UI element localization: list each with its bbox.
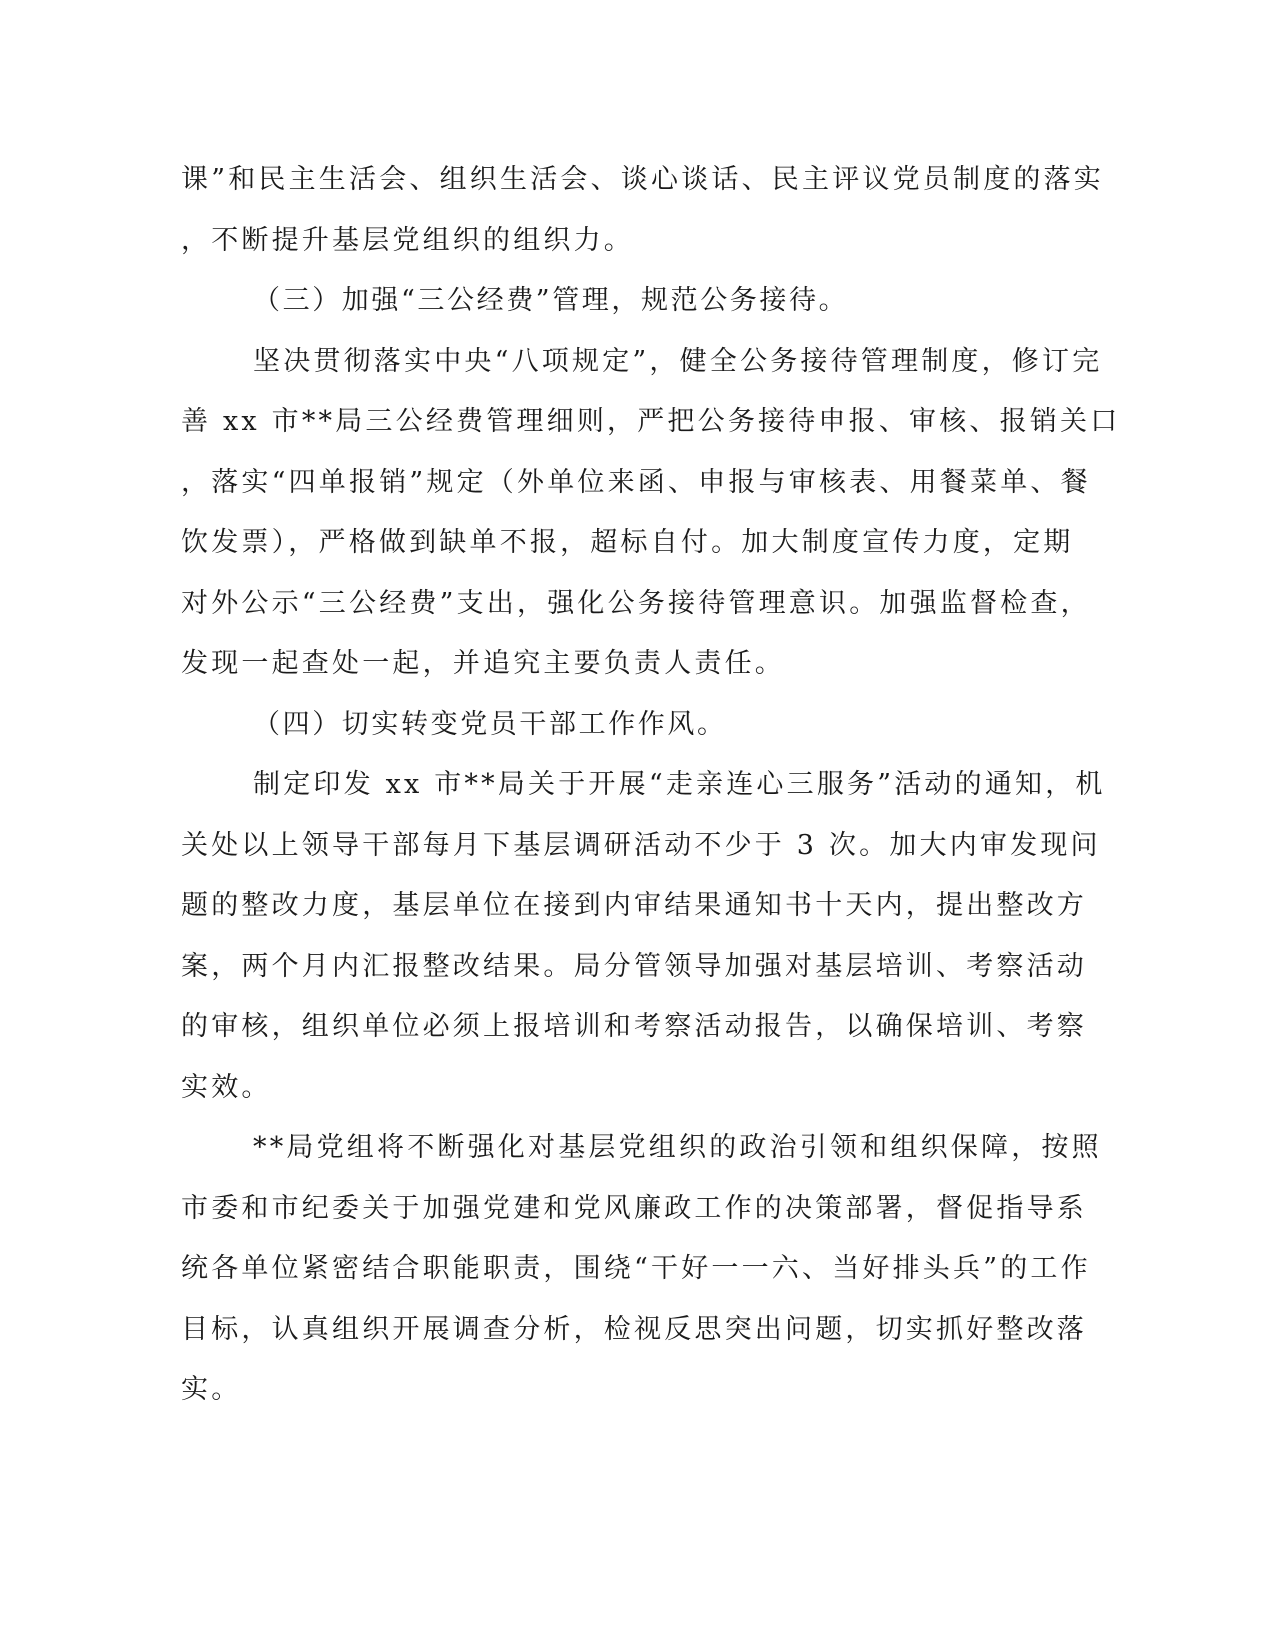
text-line: 题的整改力度，基层单位在接到内审结果通知书十天内，提出整改方: [181, 890, 1087, 921]
text-line: 制定印发 xx 市**局关于开展“走亲连心三服务”活动的通知，机: [253, 769, 1106, 800]
text-line: 关处以上领导干部每月下基层调研活动不少于 3 次。加大内审发现问: [181, 829, 1101, 861]
text-line: 饮发票），严格做到缺单不报，超标自付。加大制度宣传力度，定期: [181, 527, 1074, 558]
document-body: [181, 150, 1121, 1421]
text-line: 实。: [181, 1374, 242, 1405]
text-line: 实效。: [181, 1071, 272, 1103]
text-line: ，落实“四单报销”规定（外单位来函、申报与审核表、用餐菜单、餐: [181, 466, 1091, 498]
text-line: 课”和民主生活会、组织生活会、谈心谈话、民主评议党员制度的落实: [181, 164, 1105, 195]
text-line: 善 xx 市**局三公经费管理细则，严把公务接待申报、审核、报销关口: [181, 406, 1121, 437]
text-line: ，不断提升基层党组织的组织力。: [181, 224, 634, 256]
text-line: 市委和市纪委关于加强党建和党风廉政工作的决策部署，督促指导系: [181, 1192, 1087, 1224]
text-line: 统各单位紧密结合职能职责，围绕“干好一一六、当好排头兵”的工作: [181, 1253, 1091, 1284]
text-line: 发现一起查处一起，并追究主要负责人责任。: [181, 648, 785, 679]
text-line: 目标，认真组织开展调查分析，检视反思突出问题，切实抓好整改落: [181, 1313, 1087, 1345]
section-heading: （四）切实转变党员干部工作作风。: [253, 708, 727, 740]
text-line: 坚决贯彻落实中央“八项规定”，健全公务接待管理制度，修订完: [253, 345, 1103, 377]
text-line: 的审核，组织单位必须上报培训和考察活动报告，以确保培训、考察: [181, 1011, 1087, 1042]
text-line: 对外公示“三公经费”支出，强化公务接待管理意识。加强监督检查，: [181, 587, 1091, 619]
section-heading: （三）加强“三公经费”管理，规范公务接待。: [253, 285, 849, 316]
text-line: 案，两个月内汇报整改结果。局分管领导加强对基层培训、考察活动: [181, 950, 1087, 982]
text-line: **局党组将不断强化对基层党组织的政治引领和组织保障，按照: [253, 1132, 1102, 1163]
